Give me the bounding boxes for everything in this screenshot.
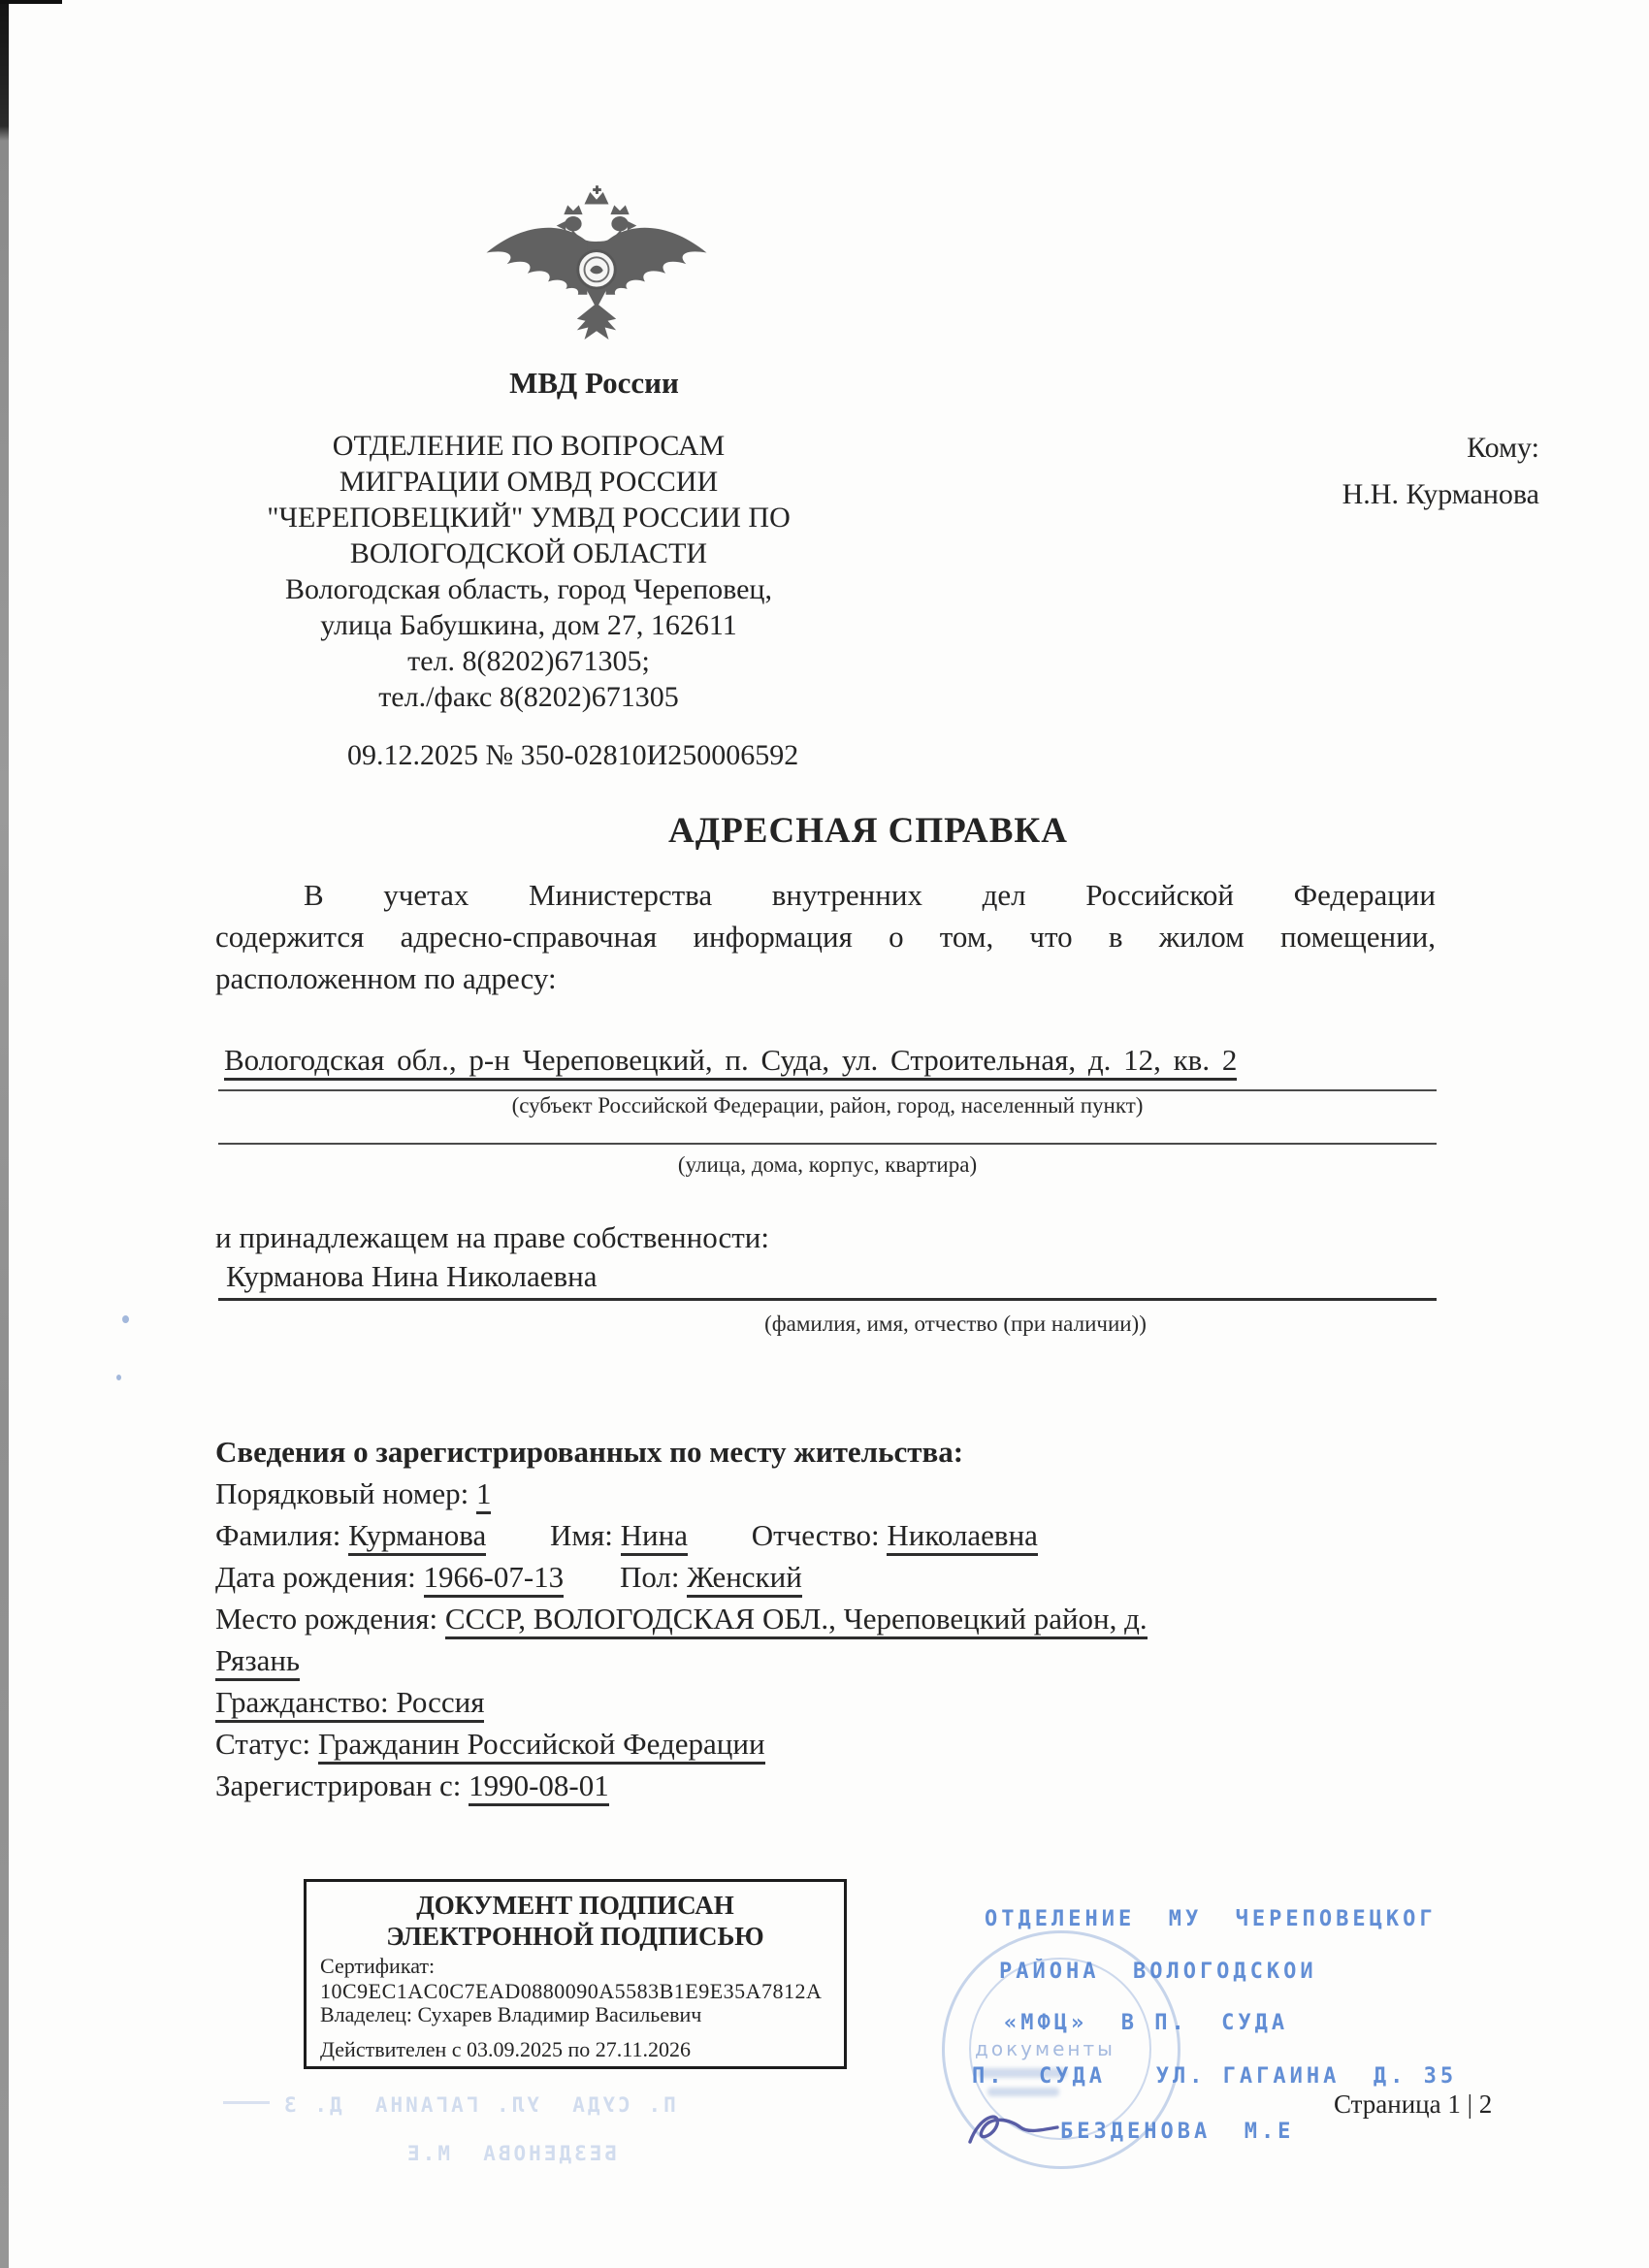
esign-title-1: ДОКУМЕНТ ПОДПИСАН <box>416 1891 734 1920</box>
bleed-through-line-1: П. СУДА УЛ. ГАГАИНА Д. 3 <box>281 2093 676 2117</box>
issuer-name-line-1: ОТДЕЛЕНИЕ ПО ВОПРОСАМ <box>332 430 726 462</box>
stamp-line-2: РАЙОНА ВОЛОГОДСКОИ <box>999 1960 1317 1984</box>
esign-cert-label: Сертификат: <box>320 1954 436 1978</box>
order-value: 1 <box>476 1476 492 1514</box>
birthdate-label: Дата рождения: <box>215 1560 416 1594</box>
recipient-label: Кому: <box>1467 432 1539 464</box>
body-line-2: содержится адресно-справочная информация о том, что в жилом помещении, <box>215 920 1436 954</box>
seal-word: документы <box>975 2037 1116 2060</box>
birthplace-label: Место рождения: <box>215 1602 438 1636</box>
seal-faint-text <box>987 2088 1059 2096</box>
lastname-label: Фамилия: <box>215 1518 341 1552</box>
registration-registered-row <box>215 1766 609 1805</box>
address-value: Вологодская обл., р-н Череповецкий, п. Суда, ул. Строительная, д. 12, кв. 2 <box>224 1043 1237 1081</box>
recipient-block <box>1074 425 1539 518</box>
birthplace-value-1: СССР, ВОЛОГОДСКАЯ ОБЛ., Череповецкий район, д. <box>445 1602 1148 1639</box>
registration-status-row <box>215 1725 765 1764</box>
status-value: Гражданин Российской Федерации <box>318 1727 765 1765</box>
lastname-value: Курманова <box>348 1518 486 1556</box>
address-caption-1: (субъект Российской Федерации, район, город, населенный пункт) <box>511 1093 1144 1118</box>
issuer-name-line-2: МИГРАЦИИ ОМВД РОССИИ <box>339 466 719 498</box>
doc-title: АДРЕСНАЯ СПРАВКА <box>668 811 1068 851</box>
issuer-block <box>179 428 878 715</box>
recipient-name: Н.Н. Курманова <box>1342 478 1539 510</box>
order-label: Порядковый номер: <box>215 1476 469 1510</box>
registration-heading: Сведения о зарегистрированных по месту жительства: <box>215 1435 964 1469</box>
stamp-line-4: П. СУДА УЛ. ГАГАИНА Д. 35 <box>972 2064 1458 2089</box>
bleed-through-dash <box>223 2101 270 2104</box>
esign-cert-value: 10C9EC1AC0C7EAD0880090A5583B1E9E35A7812A <box>320 1979 823 2003</box>
stamp-line-5: БЕЗДЕНОВА М.Е <box>1060 2120 1295 2144</box>
address-rule <box>218 1041 1437 1091</box>
registered-value: 1990-08-01 <box>469 1768 609 1806</box>
citizenship-value: Гражданство: Россия <box>215 1685 484 1723</box>
page-indicator: Страница 1 | 2 <box>1334 2090 1493 2119</box>
handwritten-signature <box>960 2107 1067 2158</box>
body-line-1: В учетах Министерства внутренних дел Российской Федерации <box>304 878 1436 912</box>
owner-caption: (фамилия, имя, отчество (при наличии)) <box>764 1312 1147 1336</box>
middlename-value: Николаевна <box>887 1518 1038 1556</box>
registration-birthplace-row <box>215 1600 1148 1638</box>
sex-value: Женский <box>687 1560 802 1598</box>
birthplace-value-2: Рязань <box>215 1643 300 1681</box>
issuer-address-line-1: Вологодская область, город Череповец, <box>284 573 772 605</box>
stamp-line-3: «МФЦ» В П. СУДА <box>1004 2011 1289 2035</box>
registration-citizenship-row <box>215 1683 484 1722</box>
issuer-name-line-3: "ЧЕРЕПОВЕЦКИЙ" УМВД РОССИИ ПО <box>267 502 791 534</box>
issuer-name-line-4: ВОЛОГОДСКОЙ ОБЛАСТИ <box>349 537 708 569</box>
firstname-value: Нина <box>621 1518 688 1556</box>
middlename-label: Отчество: <box>751 1518 880 1552</box>
mvd-eagle-emblem-icon <box>475 179 718 352</box>
issuer-address-line-2: улица Бабушкина, дом 27, 162611 <box>320 609 737 641</box>
issuer-fax-line: тел./факс 8(8202)671305 <box>378 681 679 713</box>
esign-owner: Владелец: Сухарев Владимир Васильевич <box>320 2002 702 2026</box>
doc-date-number: 09.12.2025 № 350-02810И250006592 <box>347 739 799 771</box>
bleed-through-line-2: БЕЗДЕНОВА М.Е <box>404 2142 618 2165</box>
esign-title-2: ЭЛЕКТРОННОЙ ПОДПИСЬЮ <box>386 1922 764 1951</box>
registration-birthdate-row <box>215 1558 802 1597</box>
ink-speck <box>122 1315 129 1323</box>
status-label: Статус: <box>215 1727 311 1761</box>
registered-label: Зарегистрирован с: <box>215 1768 462 1802</box>
sex-label: Пол: <box>619 1560 680 1594</box>
registration-name-row <box>215 1516 1038 1555</box>
street-rule <box>218 1106 1437 1145</box>
owner-name: Курманова Нина Николаевна <box>226 1259 598 1293</box>
esign-validity: Действителен с 03.09.2025 по 27.11.2026 <box>320 2037 691 2061</box>
issuer-phone-line: тел. 8(8202)671305; <box>407 645 650 677</box>
registration-birthplace-row-2 <box>215 1641 300 1680</box>
firstname-label: Имя: <box>550 1518 613 1552</box>
ownership-intro: и принадлежащем на праве собственности: <box>215 1220 769 1254</box>
stamp-line-1: ОТДЕЛЕНИЕ МУ ЧЕРЕПОВЕЦКОГ <box>985 1907 1437 1931</box>
address-caption-2: (улица, дома, корпус, квартира) <box>677 1152 978 1177</box>
owner-rule <box>218 1257 1437 1301</box>
emblem-caption: МВД России <box>509 366 679 400</box>
body-line-3: расположенном по адресу: <box>215 961 557 995</box>
scan-edge-top <box>0 0 62 4</box>
scan-edge-left <box>0 0 9 2268</box>
registration-order-row <box>215 1474 491 1513</box>
ink-speck <box>116 1375 121 1380</box>
birthdate-value: 1966-07-13 <box>424 1560 565 1598</box>
